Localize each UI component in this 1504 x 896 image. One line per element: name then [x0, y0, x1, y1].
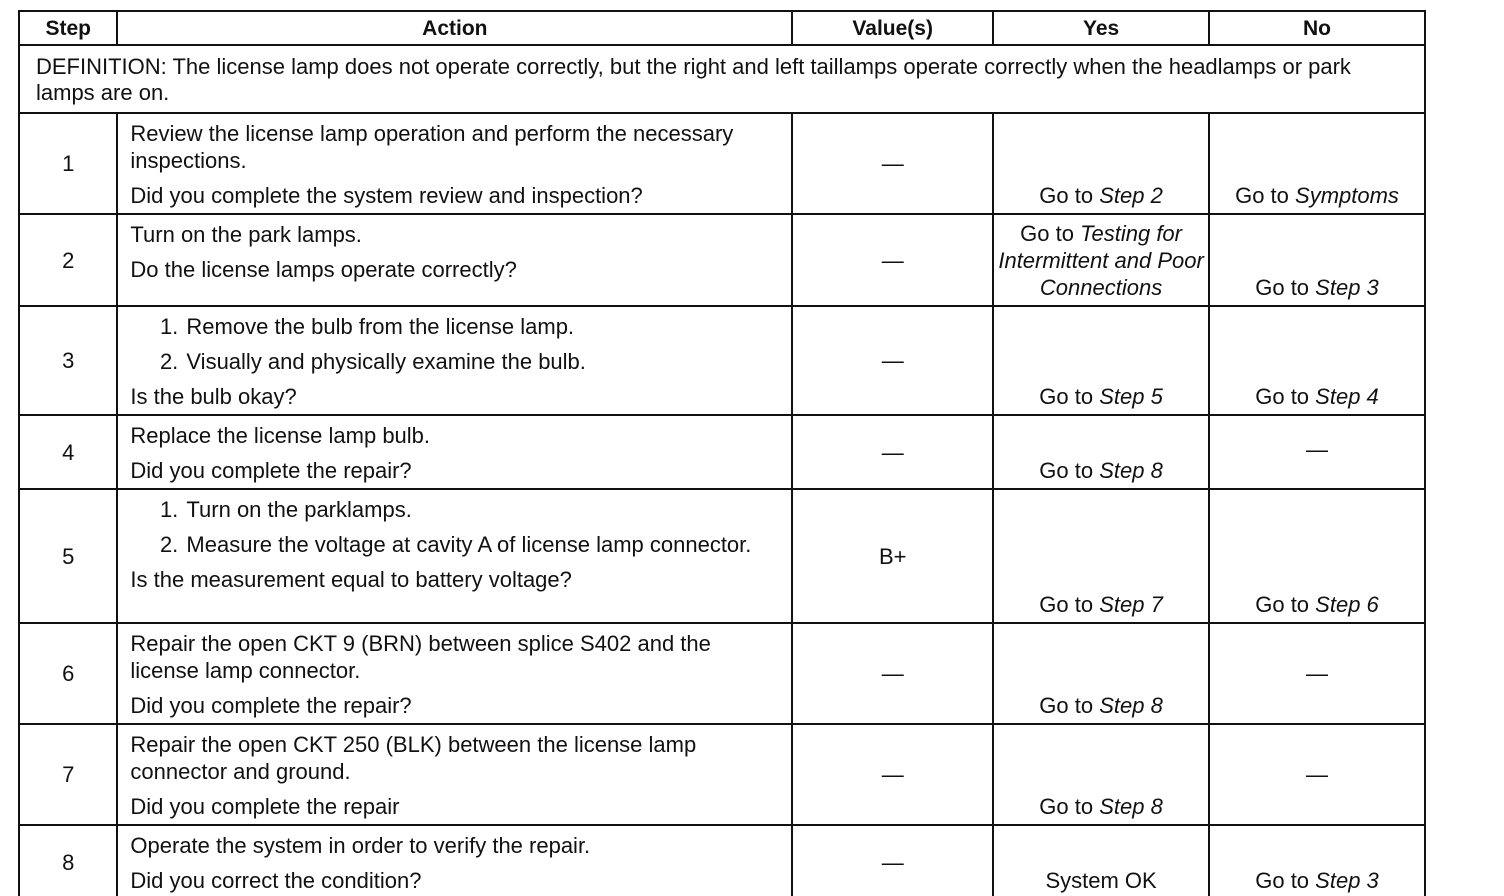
action-text: Repair the open CKT 250 (BLK) between the license lamp connector and ground. — [130, 732, 697, 784]
yes-prefix: Go to — [1039, 384, 1094, 409]
substep-list — [130, 313, 783, 375]
action-question: Is the measurement equal to battery voltage? — [130, 567, 572, 592]
no-cell[interactable] — [1209, 306, 1425, 415]
action-question: Do the license lamps operate correctly? — [130, 257, 517, 282]
no-prefix: Go to — [1255, 592, 1310, 617]
no-link[interactable]: Step 6 — [1315, 592, 1379, 617]
yes-link[interactable]: Step 5 — [1099, 384, 1163, 409]
no-cell: — — [1209, 415, 1425, 489]
value-cell: — — [792, 724, 993, 825]
action-text: Turn on the park lamps. — [130, 222, 362, 247]
no-prefix: Go to — [1255, 868, 1310, 893]
no-cell[interactable] — [1209, 113, 1425, 214]
yes-cell[interactable] — [993, 113, 1209, 214]
action-question: Did you complete the system review and inspection? — [130, 183, 643, 208]
action-question: Did you complete the repair? — [130, 693, 412, 718]
no-prefix: Go to — [1235, 183, 1289, 208]
yes-link[interactable]: Step 8 — [1099, 458, 1163, 483]
action-question: Did you complete the repair? — [130, 458, 412, 483]
action-text: Operate the system in order to verify the repair. — [130, 833, 591, 858]
step-number: 4 — [19, 415, 117, 489]
action-cell — [117, 306, 792, 415]
table-row — [19, 113, 1425, 214]
action-question: Did you correct the condition? — [130, 868, 422, 893]
no-cell: — — [1209, 623, 1425, 724]
value-cell: B+ — [792, 489, 993, 623]
no-link[interactable]: Step 3 — [1315, 275, 1379, 300]
action-cell — [117, 415, 792, 489]
header-row — [19, 11, 1425, 45]
yes-prefix: Go to — [1039, 693, 1094, 718]
value-cell: — — [792, 825, 993, 896]
value-cell: — — [792, 623, 993, 724]
yes-prefix: Go to — [1039, 794, 1094, 819]
yes-cell: System OK — [993, 825, 1209, 896]
value-cell: — — [792, 113, 993, 214]
action-text: Review the license lamp operation and perform the necessary inspections. — [130, 121, 734, 173]
yes-link[interactable]: Step 8 — [1099, 693, 1163, 718]
value-cell: — — [792, 306, 993, 415]
definition-text: DEFINITION: The license lamp does not operate correctly, but the right and left taillamps operate correctly when the headlamps or park lamps are on. — [19, 45, 1425, 113]
no-link[interactable]: Symptoms — [1295, 183, 1399, 208]
value-cell: — — [792, 214, 993, 306]
substep-item: 1. Turn on the parklamps. — [184, 496, 783, 523]
no-link[interactable]: Step 3 — [1315, 868, 1379, 893]
no-prefix: Go to — [1255, 275, 1310, 300]
header-step: Step — [19, 11, 117, 45]
yes-link[interactable]: Testing for Intermittent and Poor Connections — [998, 221, 1204, 300]
no-cell[interactable] — [1209, 214, 1425, 306]
yes-cell[interactable] — [993, 306, 1209, 415]
header-no: No — [1209, 11, 1425, 45]
yes-cell[interactable] — [993, 623, 1209, 724]
action-question: Is the bulb okay? — [130, 384, 297, 409]
table-row — [19, 489, 1425, 623]
step-number: 2 — [19, 214, 117, 306]
substep-item: 2. Measure the voltage at cavity A of license lamp connector. — [184, 531, 783, 558]
step-number: 8 — [19, 825, 117, 896]
action-question: Did you complete the repair — [130, 794, 400, 819]
yes-prefix: Go to — [1039, 458, 1094, 483]
action-text: Repair the open CKT 9 (BRN) between splice S402 and the license lamp connector. — [130, 631, 711, 683]
header-values: Value(s) — [792, 11, 993, 45]
table-row — [19, 214, 1425, 306]
table-row — [19, 415, 1425, 489]
substep-list — [130, 496, 783, 558]
step-number: 1 — [19, 113, 117, 214]
table-row — [19, 306, 1425, 415]
table-row — [19, 724, 1425, 825]
action-cell — [117, 825, 792, 896]
step-number: 3 — [19, 306, 117, 415]
no-link[interactable]: Step 4 — [1315, 384, 1379, 409]
yes-prefix: Go to — [1039, 183, 1094, 208]
substep-item: 2. Visually and physically examine the bulb. — [184, 348, 783, 375]
action-cell — [117, 489, 792, 623]
action-text: Replace the license lamp bulb. — [130, 423, 431, 448]
no-prefix: Go to — [1255, 384, 1310, 409]
substep-item: 1. Remove the bulb from the license lamp. — [184, 313, 783, 340]
action-cell — [117, 113, 792, 214]
value-cell: — — [792, 415, 993, 489]
step-number: 7 — [19, 724, 117, 825]
header-yes: Yes — [993, 11, 1209, 45]
step-number: 6 — [19, 623, 117, 724]
yes-cell[interactable] — [993, 415, 1209, 489]
header-action: Action — [117, 11, 792, 45]
definition-row — [19, 45, 1425, 113]
diagnostic-table — [18, 10, 1426, 896]
no-cell: — — [1209, 724, 1425, 825]
yes-prefix: Go to — [1020, 221, 1074, 246]
no-cell[interactable] — [1209, 489, 1425, 623]
table-row — [19, 623, 1425, 724]
table-row — [19, 825, 1425, 896]
yes-link[interactable]: Step 7 — [1099, 592, 1163, 617]
action-cell — [117, 724, 792, 825]
yes-cell[interactable] — [993, 724, 1209, 825]
action-cell — [117, 623, 792, 724]
yes-cell[interactable] — [993, 214, 1209, 306]
yes-cell[interactable] — [993, 489, 1209, 623]
yes-prefix: Go to — [1039, 592, 1094, 617]
step-number: 5 — [19, 489, 117, 623]
yes-link[interactable]: Step 2 — [1099, 183, 1163, 208]
yes-link[interactable]: Step 8 — [1099, 794, 1163, 819]
action-cell — [117, 214, 792, 306]
no-cell[interactable] — [1209, 825, 1425, 896]
